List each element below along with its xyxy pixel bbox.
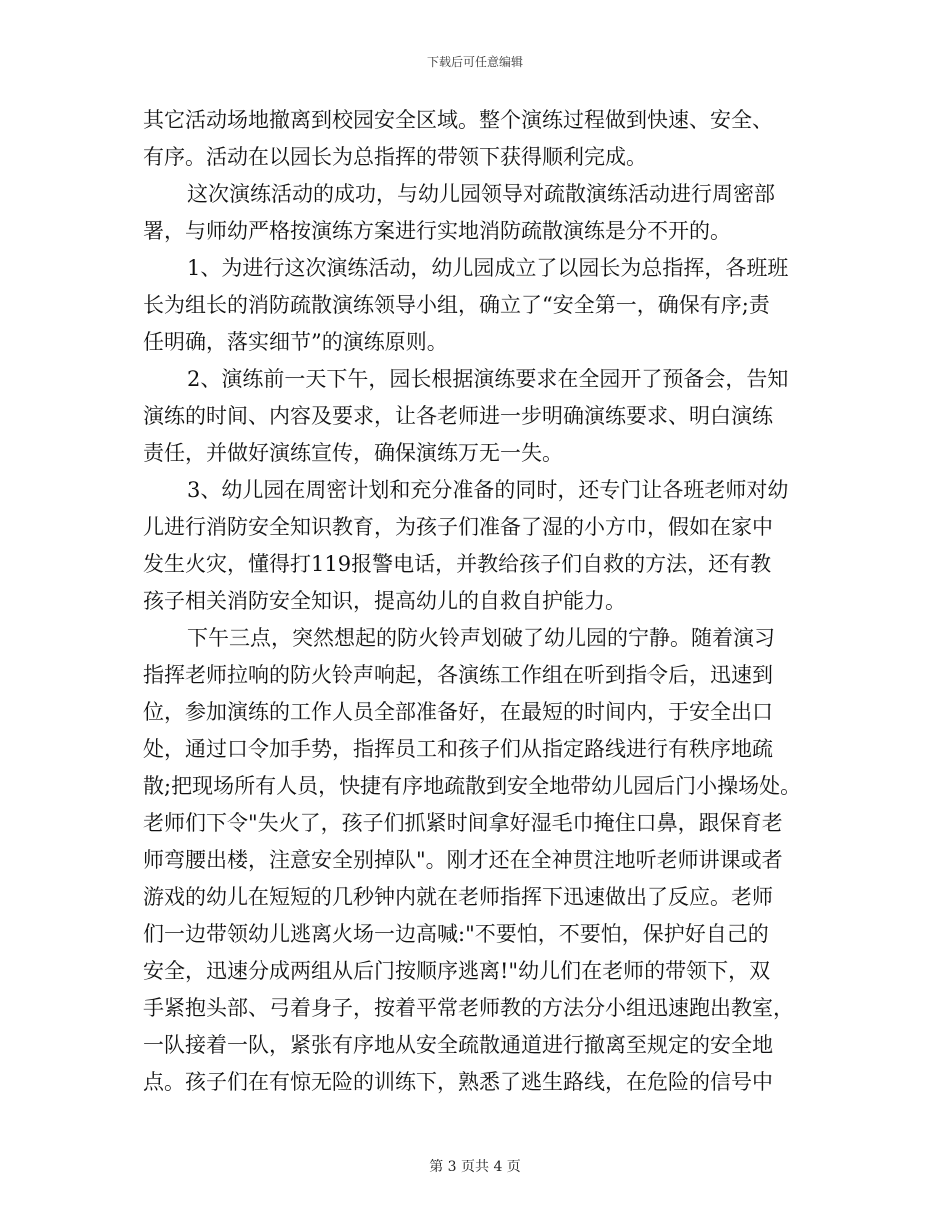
text-line: 有序。活动在以园长为总指挥的带领下获得顺利完成。 [143, 145, 647, 169]
text-line: 署，与师幼严格按演练方案进行实地消防疏散演练是分不开的。 [143, 219, 731, 243]
text-line: 责任，并做好演练宣传，确保演练万无一失。 [143, 441, 563, 465]
text-line: 发生火灾，懂得打119报警电话，并教给孩子们自救的方法，还有教 [143, 552, 772, 576]
text-line: 儿进行消防安全知识教育，为孩子们准备了湿的小方巾，假如在家中 [143, 515, 773, 539]
text-line: 任明确，落实细节”的演练原则。 [143, 330, 448, 354]
text-line: 老师们下令"失火了，孩子们抓紧时间拿好湿毛巾掩住口鼻，跟保育老 [143, 811, 783, 835]
text-line: 其它活动场地撤离到校园安全区域。整个演练过程做到快速、安全、 [143, 108, 773, 132]
text-line: 2、演练前一天下午，园长根据演练要求在全园开了预备会，告知 [187, 367, 789, 391]
text-line: 散;把现场所有人员，快捷有序地疏散到安全地带幼儿园后门小操场处。 [143, 774, 802, 798]
text-line: 手紧抱头部、弓着身子，按着平常老师教的方法分小组迅速跑出教室， [143, 996, 794, 1020]
text-line: 下午三点，突然想起的防火铃声划破了幼儿园的宁静。随着演习 [187, 626, 775, 650]
text-line: 点。孩子们在有惊无险的训练下，熟悉了逃生路线，在危险的信号中 [143, 1070, 773, 1094]
text-line: 指挥老师拉响的防火铃声响起，各演练工作组在听到指令后，迅速到 [143, 663, 773, 687]
text-line: 演练的时间、内容及要求，让各老师进一步明确演练要求、明白演练 [143, 404, 773, 428]
text-line: 位，参加演练的工作人员全部准备好，在最短的时间内，于安全出口 [143, 700, 773, 724]
text-line: 3、幼儿园在周密计划和充分准备的同时，还专门让各班老师对幼 [187, 478, 789, 502]
page-header: 下载后可任意编辑 [426, 55, 523, 69]
text-line: 一队接着一队，紧张有序地从安全疏散通道进行撤离至规定的安全地 [143, 1033, 773, 1057]
page-footer: 第 3 页共 4 页 [429, 1159, 521, 1175]
text-line: 1、为进行这次演练活动，幼儿园成立了以园长为总指挥，各班班 [187, 256, 789, 280]
text-line: 们一边带领幼儿逃离火场一边高喊:"不要怕，不要怕，保护好自己的 [143, 922, 769, 946]
text-line: 这次演练活动的成功，与幼儿园领导对疏散演练活动进行周密部 [187, 182, 775, 206]
text-line: 师弯腰出楼，注意安全别掉队"。刚才还在全神贯注地听老师讲课或者 [143, 848, 783, 872]
text-line: 游戏的幼儿在短短的几秒钟内就在老师指挥下迅速做出了反应。老师 [143, 885, 773, 909]
text-line: 处，通过口令加手势，指挥员工和孩子们从指定路线进行有秩序地疏 [143, 737, 773, 761]
text-line: 长为组长的消防疏散演练领导小组，确立了“安全第一，确保有序;责 [143, 293, 770, 317]
text-line: 安全，迅速分成两组从后门按顺序逃离!"幼儿们在老师的带领下，双 [143, 959, 771, 983]
text-line: 孩子相关消防安全知识，提高幼儿的自救自护能力。 [143, 589, 626, 613]
body-text [143, 102, 811, 1101]
